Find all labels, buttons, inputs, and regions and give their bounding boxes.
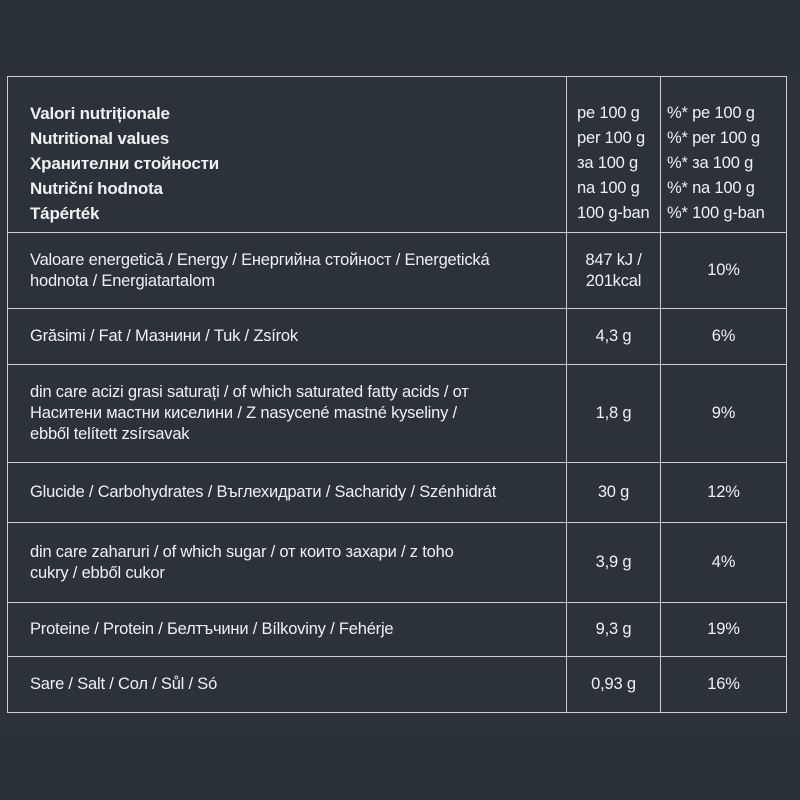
nutrient-value-line: 1,8 g	[595, 404, 632, 422]
header-pct-cell	[661, 77, 787, 233]
table-row-sugar	[8, 523, 787, 603]
nutrient-percent: 16%	[661, 657, 787, 713]
header-label: Nutritional values	[30, 129, 170, 148]
nutrient-name-line: Glucide / Carbohydrates / Въглехидрати / Sacharidy / Szénhidrát	[30, 483, 497, 501]
header-pct: %* pe 100 g	[667, 104, 755, 122]
header-per: 100 g-ban	[577, 204, 650, 222]
nutrient-value-line: 0,93 g	[591, 675, 636, 693]
nutrient-name-line: Наситени мастни киселини / Z nasycené mastné kyseliny /	[30, 404, 457, 422]
nutrient-name	[8, 523, 567, 603]
nutrient-name-line: Proteine / Protein / Белтъчини / Bílkoviny / Fehérje	[30, 620, 394, 638]
table-row-fat	[8, 309, 787, 365]
nutrient-percent: 19%	[661, 603, 787, 657]
header-per: за 100 g	[577, 154, 639, 172]
nutrient-name	[8, 463, 567, 523]
nutrient-name-line: hodnota / Energiatartalom	[30, 271, 215, 290]
nutrient-value-line: 9,3 g	[595, 620, 632, 638]
nutrient-value	[567, 523, 661, 603]
header-per: na 100 g	[577, 179, 640, 197]
header-per-cell	[567, 77, 661, 233]
table-row-energy	[8, 233, 787, 309]
nutrient-name-line: cukry / ebből cukor	[30, 563, 165, 582]
header-per: per 100 g	[577, 129, 645, 147]
table-row-saturated-fat	[8, 365, 787, 463]
nutrient-value	[567, 233, 661, 309]
nutrient-percent: 4%	[661, 523, 787, 603]
nutrient-percent: 6%	[661, 309, 787, 365]
table-row-salt	[8, 657, 787, 713]
nutrient-percent: 10%	[661, 233, 787, 309]
table-row-protein	[8, 603, 787, 657]
nutrient-percent: 9%	[661, 365, 787, 463]
nutrient-name-line: ebből telített zsírsavak	[30, 425, 190, 443]
nutrient-name	[8, 233, 567, 309]
nutrient-value-line: 3,9 g	[595, 553, 632, 571]
nutrient-value	[567, 603, 661, 657]
nutrient-name-line: din care acizi grasi saturați / of which saturated fatty acids / от	[30, 383, 469, 401]
header-pct: %* за 100 g	[667, 154, 754, 172]
nutrient-name	[8, 603, 567, 657]
header-label: Хранителни стойности	[30, 154, 219, 173]
header-labels-cell	[8, 77, 567, 233]
header-label: Nutriční hodnota	[30, 179, 163, 198]
header-per: pe 100 g	[577, 104, 640, 122]
nutrient-value	[567, 657, 661, 713]
nutrient-value	[567, 365, 661, 463]
header-label: Valori nutriționale	[30, 104, 170, 123]
nutrient-value-line: 30 g	[597, 483, 630, 501]
nutrition-label-panel	[0, 74, 800, 730]
nutrient-value	[567, 309, 661, 365]
nutrient-percent: 12%	[661, 463, 787, 523]
nutrient-name	[8, 309, 567, 365]
nutrient-name-line: Grăsimi / Fat / Мазнини / Tuk / Zsírok	[30, 327, 298, 345]
nutrient-name-line: Valoare energetică / Energy / Енергийна стойност / Energetická	[30, 250, 490, 269]
header-pct: %* 100 g-ban	[667, 204, 765, 222]
nutrient-name	[8, 657, 567, 713]
nutrition-table	[7, 76, 787, 713]
header-pct: %* per 100 g	[667, 129, 760, 147]
nutrient-value-line: 847 kJ /	[585, 250, 642, 269]
nutrient-name-line: din care zaharuri / of which sugar / от които захари / z toho	[30, 542, 454, 561]
nutrient-value-line: 201kcal	[585, 271, 642, 290]
nutrient-value-line: 4,3 g	[595, 327, 632, 345]
nutrient-name-line: Sare / Salt / Сол / Sůl / Só	[30, 675, 218, 693]
header-pct: %* na 100 g	[667, 179, 755, 197]
header-label: Tápérték	[30, 204, 100, 223]
nutrient-value	[567, 463, 661, 523]
nutrient-name	[8, 365, 567, 463]
table-row-carbohydrates	[8, 463, 787, 523]
table-header-row	[8, 77, 787, 233]
